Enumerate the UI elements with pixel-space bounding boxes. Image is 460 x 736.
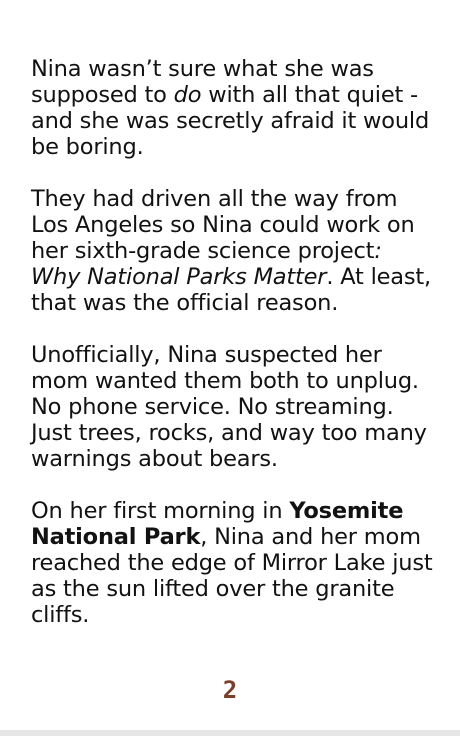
paragraph-4 xyxy=(31,498,436,628)
bottom-bar xyxy=(0,730,460,736)
paragraph-1 xyxy=(31,56,436,160)
text-segment: On her first morning in xyxy=(31,498,290,524)
text-segment: Unofficially, Nina suspected her mom wanted them both to unplug. No phone service. No streaming. Just trees, rocks, and way too many warnings about bears. xyxy=(31,342,427,472)
story-text xyxy=(31,56,436,628)
park-name: Yosemite National Park xyxy=(31,498,404,550)
emphasis-text: do xyxy=(173,82,202,108)
text-segment: with all that quiet - and she was secretly afraid it would be boring. xyxy=(31,82,430,160)
text-segment: They had driven all the way from Los Angeles so Nina could work on her sixth-grade science project xyxy=(31,186,415,264)
page-number: 2 xyxy=(222,676,238,704)
paragraph-2 xyxy=(31,186,436,316)
text-segment: . At least, that was the official reason. xyxy=(31,264,431,316)
text-segment: Nina wasn’t sure what she was supposed to xyxy=(31,56,374,108)
project-title: : Why National Parks Matter xyxy=(31,238,382,290)
paragraph-3 xyxy=(31,342,436,472)
text-segment: , Nina and her mom reached the edge of Mirror Lake just as the sun lifted over the granite cliffs. xyxy=(31,524,433,628)
